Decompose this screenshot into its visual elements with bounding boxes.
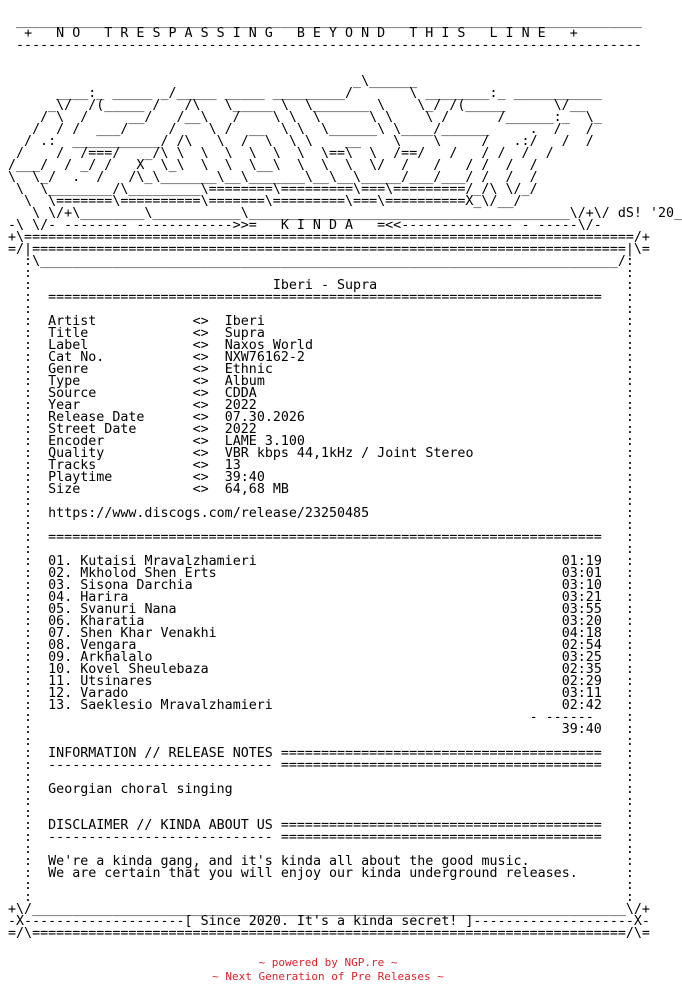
info-separator: <>	[192, 386, 209, 401]
track-number: 12.	[48, 686, 73, 701]
info-value: 64,68 MB	[224, 482, 289, 497]
info-key: Source	[48, 386, 97, 401]
track-time: 03:21	[561, 590, 602, 605]
track-number: 09.	[48, 650, 73, 665]
track-number: 08.	[48, 638, 73, 653]
info-separator: <>	[192, 446, 209, 461]
info-value: Album	[224, 374, 265, 389]
track-time: 03:55	[561, 602, 602, 617]
info-separator: <>	[192, 470, 209, 485]
info-value: Naxos World	[224, 338, 313, 353]
info-separator: <>	[192, 398, 209, 413]
track-title: Saeklesio Mravalzhamieri	[80, 698, 273, 713]
info-key: Year	[48, 398, 81, 413]
track-time: 03:25	[561, 650, 602, 665]
track-title: Kovel Sheulebaza	[80, 662, 209, 677]
track-title: Varado	[80, 686, 129, 701]
track-title: Sisona Darchia	[80, 578, 193, 593]
info-key: Label	[48, 338, 89, 353]
track-time: 03:20	[561, 614, 602, 629]
track-time: 03:01	[561, 566, 602, 581]
track-title: Mkholod Shen Erts	[80, 566, 217, 581]
nfo-document: ______________________________________________________________________________ + N O T R E S P A S S I N G B E Y O N D T H I S L I N E + ------------------------------------------------------------------------------ _\______ ____:_ _____ _/_____ _____ _________/ \ ________:_ ___________ _\/ /(_____ / /\ \_____ \ \_______ \ \_/ /(_____ \/__ / \ / __/ /__\ / \ \ \ \ \ \ / /______:_ \_ / / / ___/ / \ / __ \ \ \______\ \____/______ . / / / .: ___________/ /\ \ / \ \ \ __ \ \ / .:/ / / / / /===/ _/\ \ \ \ \ \ \ \==\ \ /==/ / / / / / /___/ / _/ / X \_\ \ \ \__\ \ \ \ \/ / / / / / / \ \_/ . / /\_\_______\__\_______\__\__\_____/___/___/ / / / \ \________/\_________\========\=========\===\=========/_/\ \/_/ \ \=======\==========\=======\=========\===\==========X_\/__/ \ \/+\________\___________\________________________________________\/+\/ dS! '20_ -\ \/- -------- ------------>>= K I N D A =<<-------------- - -----\/- +\============================================================================/+ =/|==========================================================================|\= :\________________________________________________________________________/: : : : Iberi - Supra : : ===================================================================== : : : : Artist <> Iberi : : Title <> Supra : : Label <> Naxos World : : Cat No. <> NXW76162-2 : : Genre <> Ethnic : : Type <> Album : : Source <> CDDA : : Year <> 2022 : : Release Date <> 07.30.2026 : : Street Date <> 2022 : : Encoder <> LAME 3.100 : : Quality <> VBR kbps 44,1kHz / Joint Stereo : : Tracks <> 13 : : Playtime <> 39:40 : : Size <> 64,68 MB : : : : https://www.discogs.com/release/23250485 : : : : ===================================================================== : : : : 01. Kutaisi Mravalzhamieri 01:19 : : 02. Mkholod Shen Erts 03:01 : : 03. Sisona Darchia 03:10 : : 04. Harira 03:21 : : 05. Svanuri Nana 03:55 : : 06. Kharatia 03:20 : : 07. Shen Khar Venakhi 04:18 : : 08. Vengara 02:54 : : 09. Arkhalalo 03:25 : : 10. Kovel Sheulebaza 02:35 : : 11. Utsinares 02:29 : : 12. Varado 03:11 : : 13. Saeklesio Mravalzhamieri 02:42 : : - ------ : : 39:40 : : : : INFORMATION // RELEASE NOTES ======================================== : : ---------------------------- ======================================== : : : : Georgian choral singing : : : : : : DISCLAIMER // KINDA ABOUT US ======================================== : : ---------------------------- ======================================== : : : : We're a kinda gang, and it's kinda all about the good music. : : We are certain that you will enjoy our kinda underground releases. : : : : : +\/__________________________________________________________________________\/+ -X--------------------[ Since 2020. It's a kinda secret! ]--------------------X- =/\==========================================================================/\=	[8, 14, 682, 941]
info-key: Genre	[48, 362, 89, 377]
info-key: Tracks	[48, 458, 97, 473]
info-value: 2022	[224, 398, 257, 413]
discogs-url: https://www.discogs.com/release/23250485	[48, 506, 370, 521]
track-title: Kharatia	[80, 614, 145, 629]
info-key: Artist	[48, 314, 97, 329]
info-key: Playtime	[48, 470, 113, 485]
info-separator: <>	[192, 410, 209, 425]
info-value: 13	[224, 458, 241, 473]
since-2020-text: [ Since 2020. It's a kinda secret! ]	[184, 914, 474, 929]
info-value: NXW76162-2	[224, 350, 305, 365]
track-number: 03.	[48, 578, 73, 593]
info-key: Title	[48, 326, 89, 341]
next-generation-text: ~ Next Generation of Pre Releases ~	[212, 970, 444, 983]
info-value: 07.30.2026	[224, 410, 305, 425]
track-number: 07.	[48, 626, 73, 641]
info-separator: <>	[192, 350, 209, 365]
release-notes-text: Georgian choral singing	[48, 782, 233, 797]
track-number: 06.	[48, 614, 73, 629]
no-trespassing-banner: + N O T R E S P A S S I N G B E Y O N D T H I S L I N E +	[24, 26, 578, 41]
track-number: 01.	[48, 554, 73, 569]
info-separator: <>	[192, 314, 209, 329]
info-separator: <>	[192, 482, 209, 497]
info-value: Ethnic	[224, 362, 273, 377]
info-key: Encoder	[48, 434, 105, 449]
track-title: Vengara	[80, 638, 137, 653]
info-value: VBR kbps 44,1kHz / Joint Stereo	[224, 446, 474, 461]
kinda-ascii-logo: _\______ ____:_ _____ _/_____ _____ _________/ \ ________:_ ___________ _\/ /(_____ / /\ \_____ \ \_______ \ \_/ /(_____ \/__ / \ / __/ /__\ / \ \ \ \ \ \ / /______:_ \_ / / / ___/ / \ / __ \ \ \______\ \____/______ . / / / .: ___________/ /\ \ / \ \ \ __ \ \ / .:/ / / / / /===/ _/\ \ \ \ \ \ \ \==\ \ /==/ / / / / / /___/ / _/ / X \_\ \ \ \__\ \ \ \ \/ / / / / / / \ \_/ . / /\_\_______\__\_______\__\__\_____/___/___/ / / / \ \________/\_________\========\=========\===\=========/_/\ \/_/ \ \=======\==========\=======\=========\===\==========X_\/__/	[8, 74, 602, 209]
disclaimer-line: We're a kinda gang, and it's kinda all about the good music.	[48, 854, 530, 869]
track-number: 10.	[48, 662, 73, 677]
info-key: Cat No.	[48, 350, 105, 365]
info-separator: <>	[192, 338, 209, 353]
info-key: Street Date	[48, 422, 137, 437]
track-title: Shen Khar Venakhi	[80, 626, 217, 641]
info-value: LAME 3.100	[224, 434, 305, 449]
track-title: Arkhalalo	[80, 650, 153, 665]
info-separator: <>	[192, 422, 209, 437]
disclaimer-line: We are certain that you will enjoy our kinda underground releases.	[48, 866, 578, 881]
track-time: 02:42	[561, 698, 602, 713]
track-time: 03:11	[561, 686, 602, 701]
track-number: 11.	[48, 674, 73, 689]
total-playtime: 39:40	[561, 722, 602, 737]
track-number: 13.	[48, 698, 73, 713]
powered-by-text: ~ powered by NGP.re ~	[258, 956, 398, 969]
info-key: Release Date	[48, 410, 145, 425]
info-separator: <>	[192, 362, 209, 377]
track-title: Harira	[80, 590, 129, 605]
release-title: Iberi - Supra	[272, 278, 378, 293]
track-time: 01:19	[561, 554, 602, 569]
track-title: Kutaisi Mravalzhamieri	[80, 554, 257, 569]
info-value: Supra	[224, 326, 265, 341]
info-separator: <>	[192, 434, 209, 449]
info-value: CDDA	[224, 386, 257, 401]
track-time: 02:29	[561, 674, 602, 689]
info-separator: <>	[192, 374, 209, 389]
info-key: Quality	[48, 446, 105, 461]
kinda-title: K I N D A	[280, 218, 354, 233]
info-value: Iberi	[224, 314, 265, 329]
disclaimer-heading: DISCLAIMER // KINDA ABOUT US	[48, 818, 273, 833]
info-key: Type	[48, 374, 81, 389]
track-title: Svanuri Nana	[80, 602, 177, 617]
info-key: Size	[48, 482, 81, 497]
track-time: 03:10	[561, 578, 602, 593]
track-time: 04:18	[561, 626, 602, 641]
track-number: 05.	[48, 602, 73, 617]
track-time: 02:54	[561, 638, 602, 653]
footer	[0, 956, 656, 984]
info-value: 2022	[224, 422, 257, 437]
info-separator: <>	[192, 326, 209, 341]
group-tag: dS! '20	[617, 206, 675, 221]
track-title: Utsinares	[80, 674, 153, 689]
info-separator: <>	[192, 458, 209, 473]
info-value: 39:40	[224, 470, 265, 485]
release-notes-heading: INFORMATION // RELEASE NOTES	[48, 746, 273, 761]
track-number: 04.	[48, 590, 73, 605]
track-time: 02:35	[561, 662, 602, 677]
track-number: 02.	[48, 566, 73, 581]
